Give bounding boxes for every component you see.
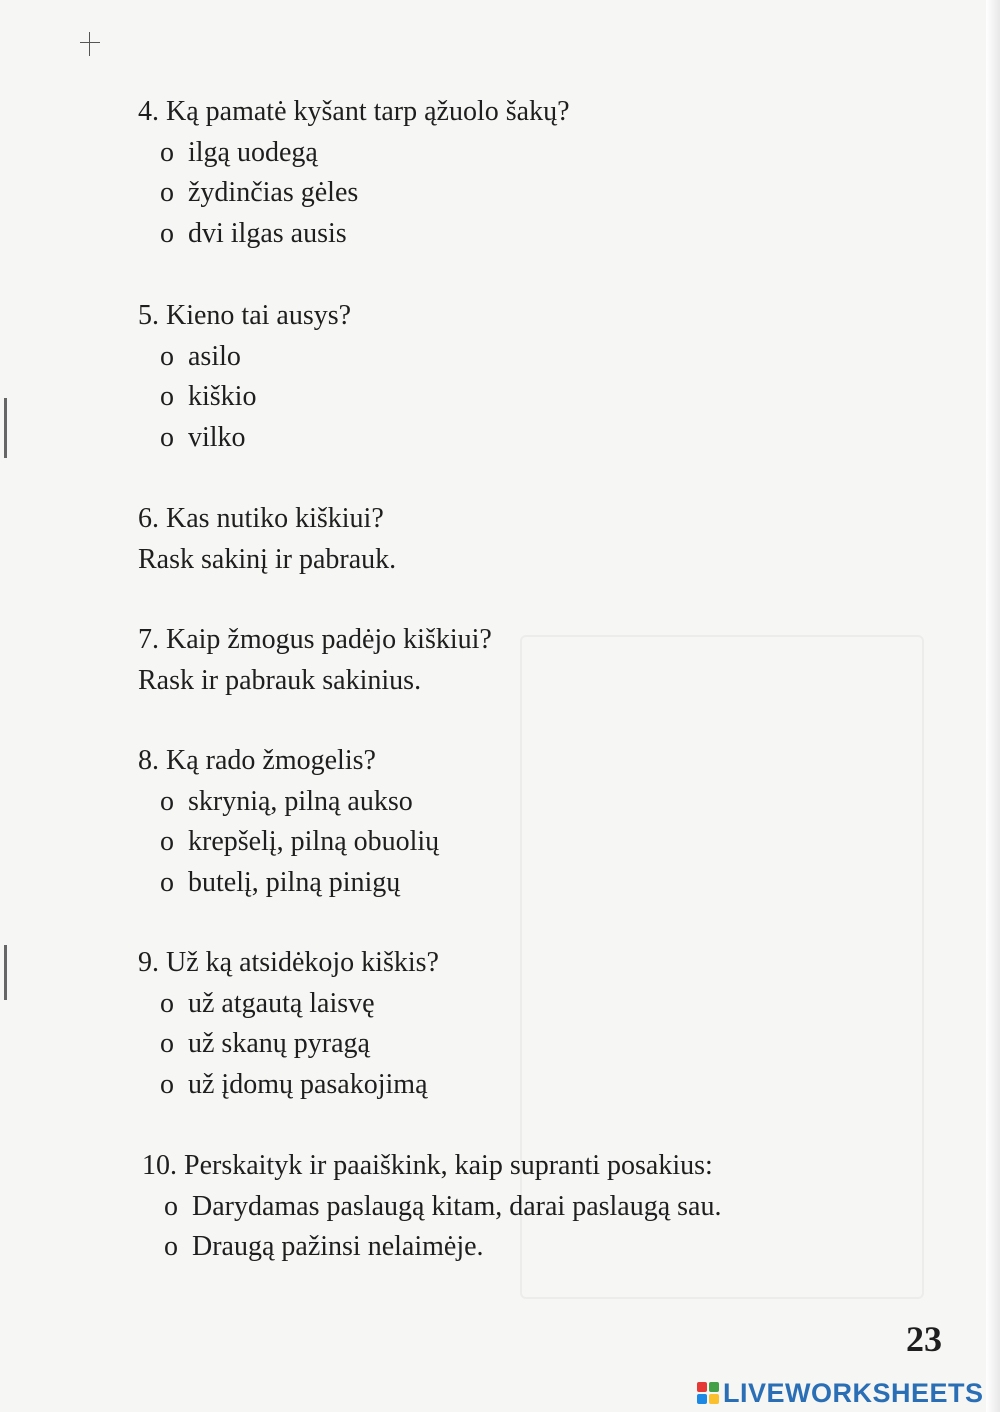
liveworksheets-logo-icon [697,1382,719,1404]
radio-circle-icon[interactable]: o [160,177,174,208]
answer-option[interactable] [138,418,351,459]
answer-option-label: už atgautą laisvę [188,987,375,1019]
radio-circle-icon[interactable]: o [160,381,174,412]
radio-circle-icon[interactable]: o [164,1190,178,1222]
radio-circle-icon[interactable]: o [160,866,174,898]
question-instruction: Rask sakinį ir pabrauk. [138,543,397,575]
radio-circle-icon[interactable]: o [160,826,174,857]
logo-square [709,1394,719,1404]
question-5 [138,296,351,458]
answer-option[interactable] [138,377,351,418]
answer-option-label: skrynią, pilną aukso [188,785,413,817]
radio-circle-icon[interactable]: o [160,1028,174,1059]
answer-option[interactable] [142,1187,721,1228]
answer-option[interactable] [138,863,439,904]
question-prompt: 8. Ką rado žmogelis? [138,745,376,776]
question-prompt: 7. Kaip žmogus padėjo kiškiui? [138,624,492,655]
question-prompt: 10. Perskaityk ir paaiškink, kaip supranti posakius: [142,1150,713,1181]
radio-circle-icon[interactable]: o [160,421,174,453]
question-instruction: Rask ir pabrauk sakinius. [138,664,422,696]
radio-circle-icon[interactable]: o [160,340,174,372]
watermark-text: LIVEWORKSHEETS [723,1377,984,1408]
question-9 [138,943,439,1105]
question-10 [142,1146,721,1268]
question-prompt: 5. Kieno tai ausys? [138,300,352,331]
page-edge-shadow [986,0,1000,1412]
question-7 [138,620,492,701]
radio-circle-icon[interactable]: o [160,136,174,168]
logo-square [709,1382,719,1392]
answer-option[interactable] [138,214,570,255]
answer-option-label: vilko [188,421,246,453]
answer-option[interactable] [138,1065,439,1106]
question-4 [138,92,570,254]
answer-option-label: Darydamas paslaugą kitam, darai paslaugą sau. [192,1190,722,1222]
answer-option-label: ilgą uodegą [188,136,318,168]
registration-mark-icon [80,32,100,56]
answer-option-label: dvi ilgas ausis [188,217,347,249]
binding-mark [4,945,7,1000]
radio-circle-icon[interactable]: o [164,1231,178,1262]
answer-option[interactable] [138,133,570,174]
answer-option-label: už įdomų pasakojimą [188,1068,428,1100]
logo-square [697,1394,707,1404]
answer-option-label: krepšelį, pilną obuolių [188,826,440,857]
question-prompt: 6. Kas nutiko kiškiui? [138,503,384,534]
answer-option-label: žydinčias gėles [188,177,359,208]
logo-square [697,1382,707,1392]
answer-option[interactable] [142,1227,721,1268]
answer-option-label: butelį, pilną pinigų [188,866,401,898]
radio-circle-icon[interactable]: o [160,217,174,249]
question-8 [138,741,439,903]
answer-option-label: Draugą pažinsi nelaimėje. [192,1231,484,1262]
question-6 [138,499,396,580]
answer-option[interactable] [138,173,570,214]
question-prompt: 4. Ką pamatė kyšant tarp ąžuolo šakų? [138,96,570,127]
answer-option[interactable] [138,822,439,863]
answer-option[interactable] [138,984,439,1025]
radio-circle-icon[interactable]: o [160,987,174,1019]
liveworksheets-watermark [697,1379,984,1407]
question-prompt: 9. Už ką atsidėkojo kiškis? [138,947,439,978]
answer-option-label: už skanų pyragą [188,1028,370,1059]
answer-option-label: asilo [188,340,241,372]
answer-option[interactable] [138,782,439,823]
radio-circle-icon[interactable]: o [160,1068,174,1100]
answer-option[interactable] [138,1024,439,1065]
radio-circle-icon[interactable]: o [160,785,174,817]
binding-mark [4,398,7,458]
answer-option-label: kiškio [188,381,257,412]
answer-option[interactable] [138,337,351,378]
page-number: 23 [906,1319,942,1359]
